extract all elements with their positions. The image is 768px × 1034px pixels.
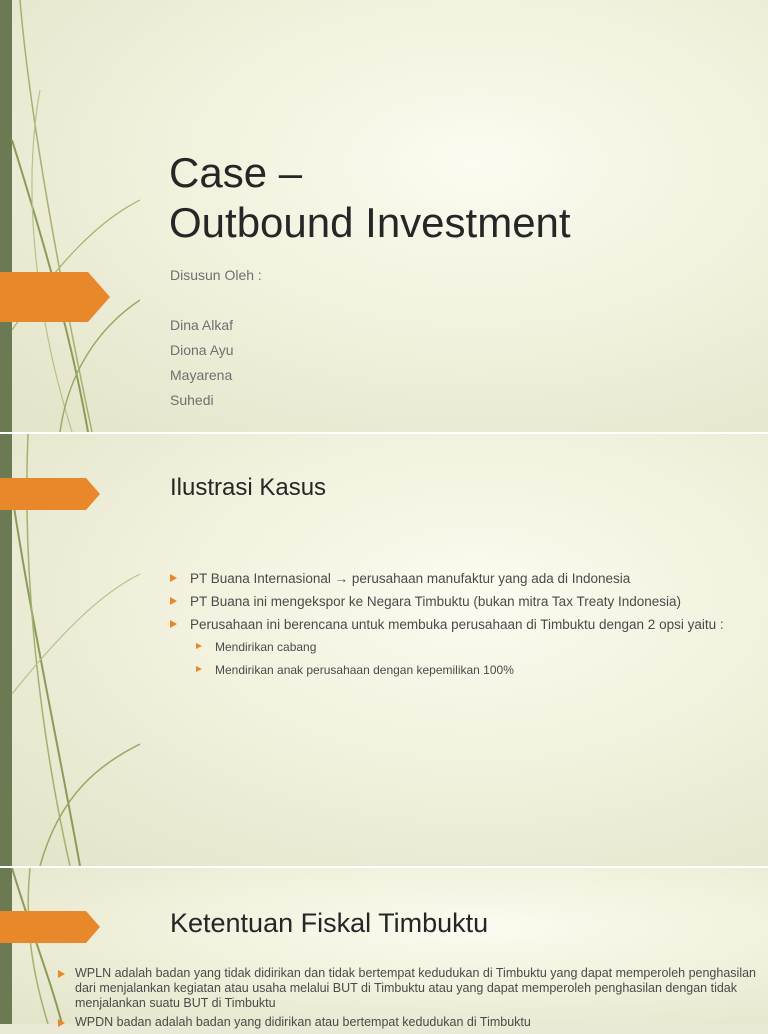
- orange-arrow-shape: [0, 911, 102, 943]
- list-item: WPLN adalah badan yang tidak didirikan dan tidak bertempat kedudukan di Timbuktu yang dapat memperoleh penghasilan dari menjalankan kegiatan atau usaha melalui BUT di Timbuktu atau yang dapat memperoleh penghasilan dengan tidak menjalankan suatu BUT di Timbuktu: [58, 966, 758, 1011]
- slide-heading: Ketentuan Fiskal Timbuktu: [170, 908, 489, 938]
- compiled-by-label: Disusun Oleh :: [170, 267, 262, 283]
- orange-arrow-shape: [0, 478, 102, 510]
- arrow-bullet-icon: [58, 1019, 65, 1027]
- author-name: Mayarena: [170, 367, 233, 383]
- orange-arrow-shape: [0, 272, 112, 322]
- list-item: WPDN badan adalah badan yang didirikan atau bertempat kedudukan di Timbuktu: [58, 1015, 758, 1030]
- arrow-bullet-icon: [58, 970, 65, 978]
- author-block: [170, 263, 262, 413]
- sub-list-item: Mendirikan anak perusahaan dengan kepemilikan 100%: [196, 662, 730, 678]
- arrow-bullet-icon: [196, 643, 202, 649]
- author-name: Diona Ayu: [170, 342, 234, 358]
- slide-title-text: [169, 148, 571, 248]
- sub-list-item: Mendirikan cabang: [196, 639, 730, 655]
- arrow-bullet-icon: [170, 620, 177, 628]
- list-item: PT Buana ini mengekspor ke Negara Timbuktu (bukan mitra Tax Treaty Indonesia): [170, 593, 730, 610]
- author-name: Dina Alkaf: [170, 317, 234, 333]
- title-line-1: Case –: [169, 149, 303, 196]
- vine-decoration: [0, 0, 140, 432]
- author-name: Suhedi: [170, 392, 214, 408]
- arrow-bullet-icon: [170, 574, 177, 582]
- list-item: PT Buana Internasional → perusahaan manufaktur yang ada di Indonesia: [170, 570, 730, 587]
- slide-heading: Ilustrasi Kasus: [170, 474, 327, 501]
- slide-title: [0, 0, 768, 432]
- title-line-2: Outbound Investment: [169, 199, 571, 246]
- arrow-bullet-icon: [196, 666, 202, 672]
- list-item: Perusahaan ini berencana untuk membuka perusahaan di Timbuktu dengan 2 opsi yaitu :: [170, 616, 730, 633]
- arrow-bullet-icon: [170, 597, 177, 605]
- bullet-list: [170, 570, 730, 685]
